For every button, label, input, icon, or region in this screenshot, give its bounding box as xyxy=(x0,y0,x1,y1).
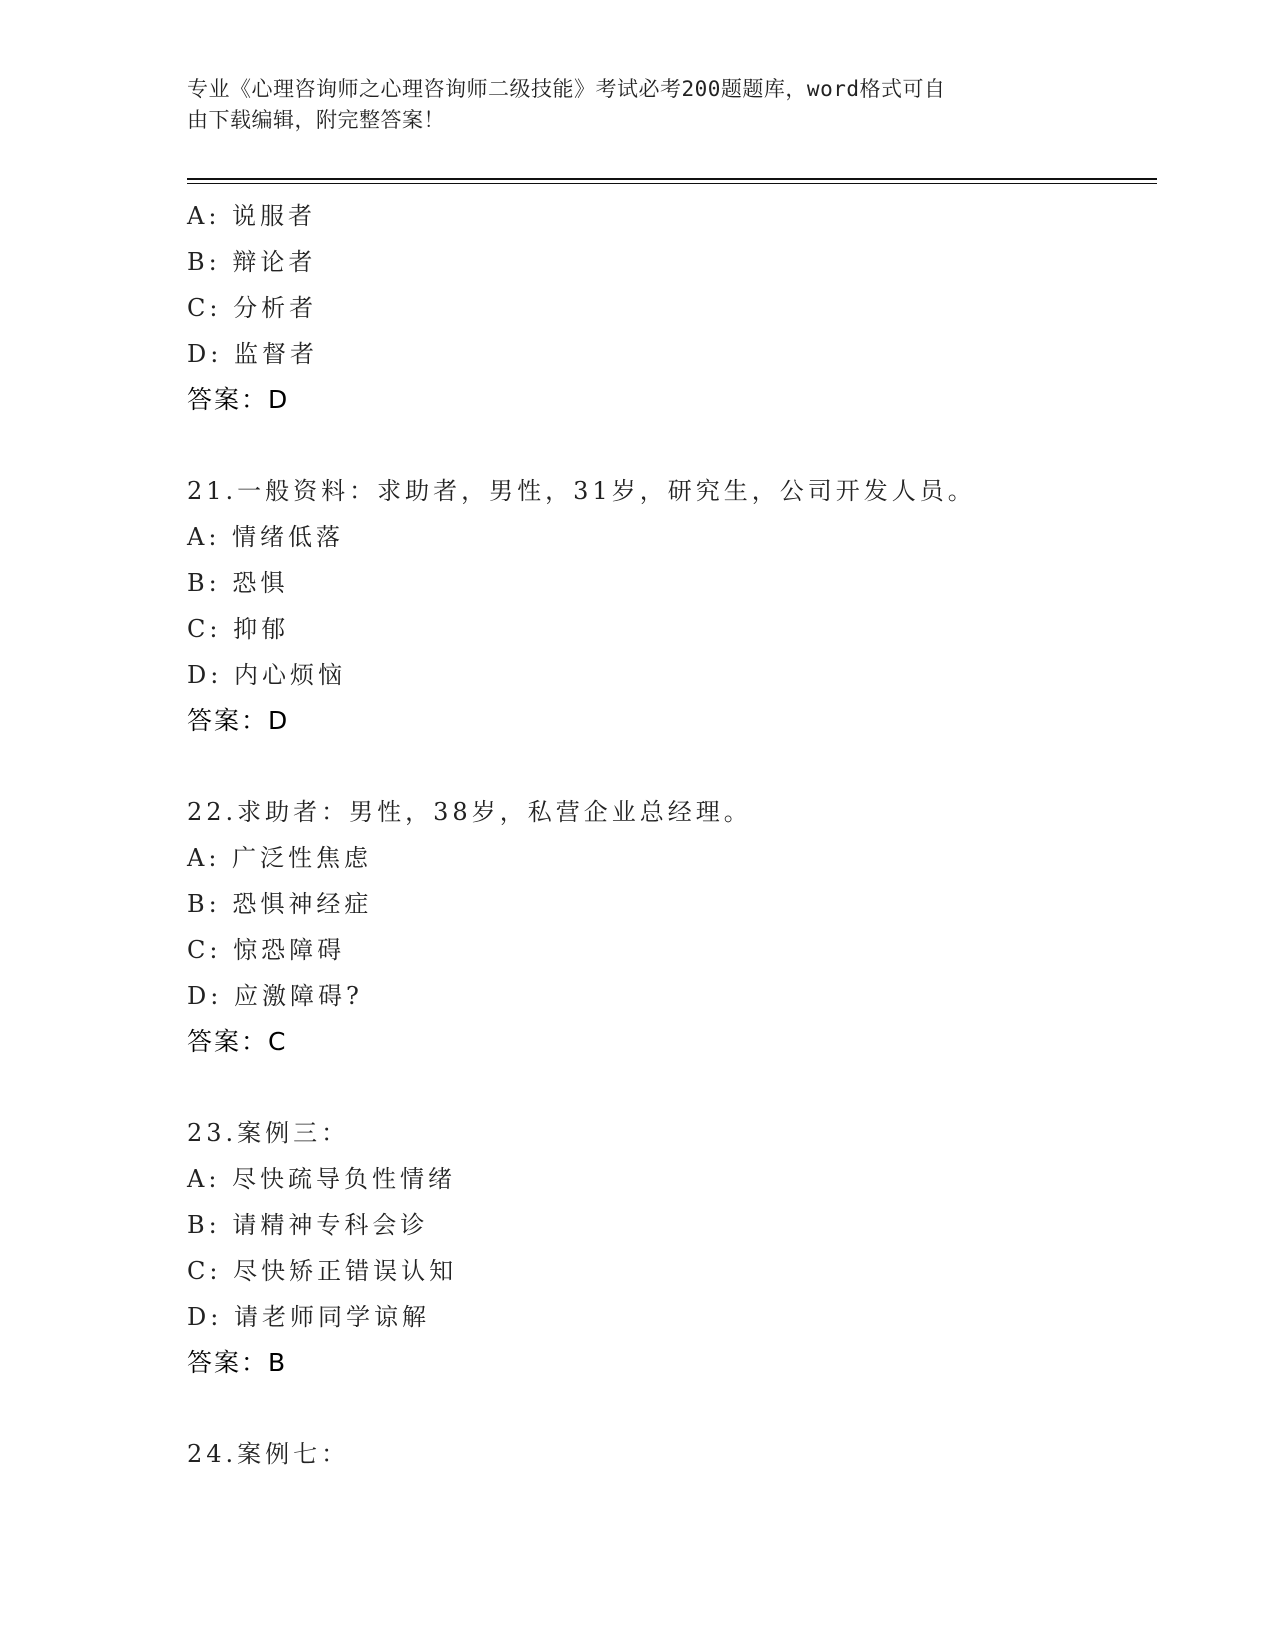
option-b: B: 恐惧 xyxy=(187,569,289,597)
header-divider-thin xyxy=(187,183,1157,184)
option-c: C: 尽快矫正错误认知 xyxy=(187,1257,458,1285)
block-gap xyxy=(187,1065,1157,1110)
option-b: B: 请精神专科会诊 xyxy=(187,1211,429,1239)
option-c: C: 分析者 xyxy=(187,294,318,322)
answer-line: 答案：D xyxy=(187,385,290,414)
option-a: A: 尽快疏导负性情绪 xyxy=(187,1165,457,1193)
option-d: D: 请老师同学谅解 xyxy=(187,1303,430,1331)
question-text: 23.案例三： xyxy=(187,1119,350,1147)
question-block xyxy=(187,468,1157,744)
question-text: 22.求助者：男性，38岁，私营企业总经理。 xyxy=(187,798,752,826)
option-a: A: 说服者 xyxy=(187,202,317,230)
option-c: C: 惊恐障碍 xyxy=(187,936,346,964)
option-b: B: 恐惧神经症 xyxy=(187,890,373,918)
option-c: C: 抑郁 xyxy=(187,615,290,643)
option-b: B: 辩论者 xyxy=(187,248,317,276)
answer-line: 答案：B xyxy=(187,1348,288,1377)
option-d: D: 应激障碍? xyxy=(187,982,363,1010)
answer-line: 答案：C xyxy=(187,1027,288,1056)
block-gap xyxy=(187,744,1157,789)
option-d: D: 内心烦恼 xyxy=(187,661,346,689)
option-d: D: 监督者 xyxy=(187,340,318,368)
header-line-2: 由下载编辑，附完整答案！ xyxy=(187,108,445,132)
block-gap xyxy=(187,423,1157,468)
question-list xyxy=(187,193,1157,1477)
document-header xyxy=(187,74,1067,136)
question-block xyxy=(187,193,1157,423)
answer-line: 答案：D xyxy=(187,706,290,735)
question-block xyxy=(187,1431,1157,1477)
question-block xyxy=(187,1110,1157,1386)
question-text: 24.案例七： xyxy=(187,1440,350,1468)
question-block xyxy=(187,789,1157,1065)
header-divider-thick xyxy=(187,178,1157,180)
question-text: 21.一般资料：求助者，男性，31岁，研究生，公司开发人员。 xyxy=(187,477,976,505)
option-a: A: 广泛性焦虑 xyxy=(187,844,373,872)
header-line-1: 专业《心理咨询师之心理咨询师二级技能》考试必考200题题库，word格式可自 xyxy=(187,77,946,101)
option-a: A: 情绪低落 xyxy=(187,523,345,551)
block-gap xyxy=(187,1386,1157,1431)
